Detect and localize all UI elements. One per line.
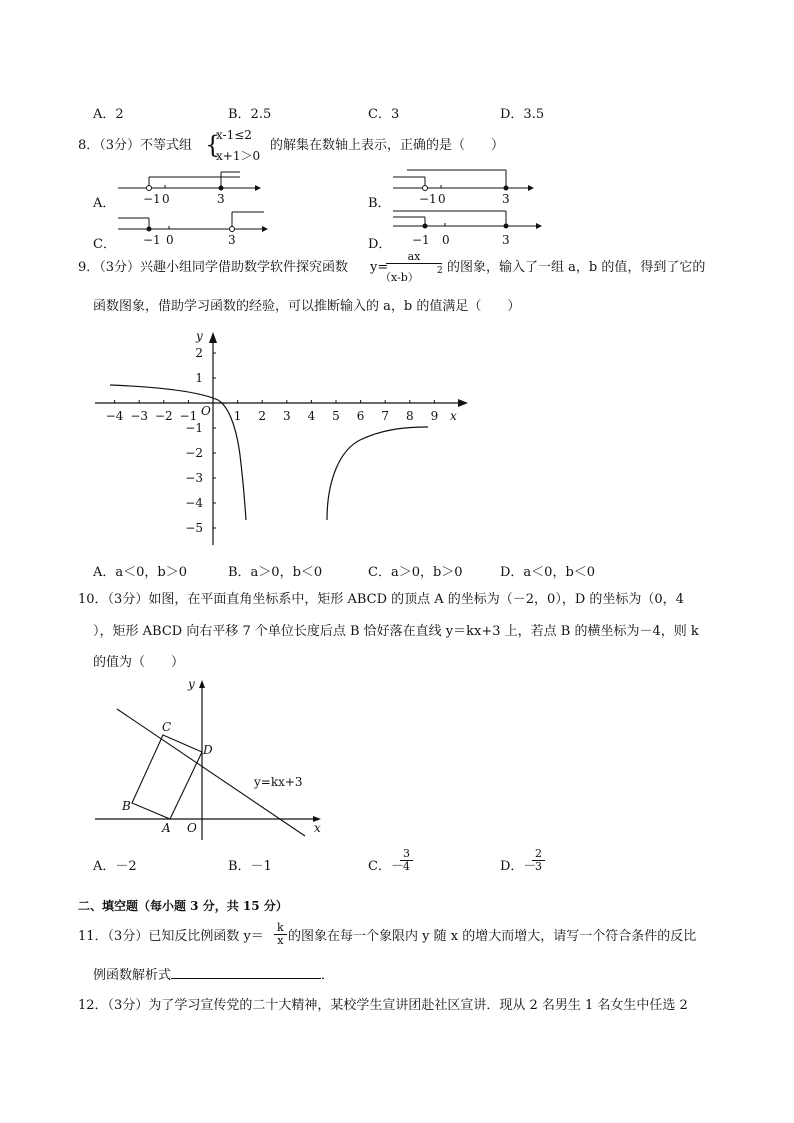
q9-x-tick-label: 2 xyxy=(258,409,267,423)
q8-label-c: C． xyxy=(93,237,116,252)
q10-option-b: B．－1 xyxy=(228,859,272,874)
q10-c-num: 3 xyxy=(400,848,413,861)
q11-fn-fraction xyxy=(274,922,287,947)
q11-stem-line2 xyxy=(93,966,334,984)
q8-brace: { xyxy=(205,131,221,159)
q10-axis-x: x xyxy=(314,821,321,835)
q9-axis-y-label: y xyxy=(196,329,203,343)
q9-y-tick-label: 1 xyxy=(195,371,203,385)
q10-rectangle-abcd xyxy=(132,735,202,819)
q9-stem-suffix: 的图象，输入了一组 a，b 的值，得到了它的 xyxy=(447,260,706,275)
q12-stem-line1: 12．（3分）为了学习宣传党的二十大精神，某校学生宣讲团赴社区宣讲．现从 2 名男生 1 名女生中任选 2 xyxy=(78,998,688,1013)
q7-option-d: D．3.5 xyxy=(500,107,545,122)
q10-stem-line1: 10．（3分）如图，在平面直角坐标系中，矩形 ABCD 的顶点 A 的坐标为（－2，0），D 的坐标为（0，4 xyxy=(78,592,684,607)
q10-stem-line3: 的值为（ ） xyxy=(93,655,185,670)
q10-line-kx3 xyxy=(117,709,305,836)
q8a-tick-0: 0 xyxy=(162,192,170,206)
q8b-tick-neg1: −1 xyxy=(419,192,437,206)
q9-y-tick-label: −5 xyxy=(185,521,203,535)
q10-option-c-fraction xyxy=(400,848,413,873)
q10-label-o: O xyxy=(187,821,197,835)
q8d-tick-3: 3 xyxy=(502,233,510,247)
q8-stem-prefix: 8．（3分）不等式组 xyxy=(78,138,193,153)
q8d-tick-0: 0 xyxy=(442,233,450,247)
q9-fn-denominator: （x-b） xyxy=(380,271,419,284)
q8-label-b: B． xyxy=(368,196,391,211)
q9-x-tick-label: −2 xyxy=(154,409,173,423)
q9-fn-exponent: 2 xyxy=(437,266,443,276)
q9-fn-lhs: y= xyxy=(370,260,389,275)
q8a-tick-neg1: −1 xyxy=(143,192,161,206)
q8d-tick-neg1: −1 xyxy=(412,233,430,247)
q9-x-tick-label: 1 xyxy=(233,409,242,423)
q10-label-b: B xyxy=(122,799,131,813)
q8b-tick-3: 3 xyxy=(502,192,510,206)
q9-x-tick-label: 5 xyxy=(332,409,340,423)
q10-stem-line2: ），矩形 ABCD 向右平移 7 个单位长度后点 B 恰好落在直线 y＝kx+3 上，若点 B 的横坐标为－4，则 k xyxy=(93,624,699,639)
q10-line-label: y=kx+3 xyxy=(254,775,303,789)
q11-answer-blank[interactable] xyxy=(171,966,321,979)
q9-y-tick-label: −2 xyxy=(185,446,203,460)
q11-fn-num: k xyxy=(274,922,287,935)
q10-axis-y: y xyxy=(188,677,195,691)
q9-option-b: B．a＞0，b＜0 xyxy=(228,565,323,580)
q10-option-a: A．－2 xyxy=(93,859,137,874)
q10-d-den: 3 xyxy=(535,860,542,873)
q9-y-tick-label: −3 xyxy=(185,471,203,485)
q8-label-d: D． xyxy=(368,237,392,252)
q9-option-d: D．a＜0，b＜0 xyxy=(500,565,596,580)
q9-option-c: C．a＞0，b＞0 xyxy=(368,565,463,580)
q11-line2-text: 例函数解析式 xyxy=(93,968,172,983)
q9-fn-numerator: ax xyxy=(386,250,442,264)
q9-x-tick-label: 8 xyxy=(405,409,414,423)
q11-stem-prefix: 11．（3分）已知反比例函数 y＝ xyxy=(78,929,264,944)
q10-option-c: C．－ xyxy=(368,859,404,874)
q10-label-d: D xyxy=(203,743,213,757)
q7-option-c: C．3 xyxy=(368,107,400,122)
q11-stem-suffix: 的图象在每一个象限内 y 随 x 的增大而增大，请写一个符合条件的反比 xyxy=(288,929,697,944)
q10-option-d-fraction xyxy=(532,848,545,873)
section-2-heading: 二、填空题（每小题 3 分，共 15 分） xyxy=(78,899,288,913)
q8-label-a: A． xyxy=(93,196,116,211)
q9-option-a: A．a＜0，b＞0 xyxy=(93,565,188,580)
q8-inequality-2: x+1＞0 xyxy=(216,149,261,163)
q9-y-tick-label: −4 xyxy=(185,496,203,510)
q9-x-tick-label: −3 xyxy=(130,409,149,423)
q10-c-den: 4 xyxy=(403,860,410,873)
q10-d-num: 2 xyxy=(532,848,545,861)
q9-x-tick-label: 3 xyxy=(282,409,291,423)
q11-fn-den: x xyxy=(277,934,284,947)
q9-x-tick-label: 4 xyxy=(307,409,316,423)
q8c-tick-0: 0 xyxy=(166,233,174,247)
q9-x-tick-label: 7 xyxy=(381,409,390,423)
q7-option-b: B．2.5 xyxy=(228,107,272,122)
q9-y-tick-label: 2 xyxy=(195,346,203,360)
q9-x-tick-label: −4 xyxy=(105,409,124,423)
q9-origin-label: O xyxy=(201,404,211,418)
q10-label-a: A xyxy=(162,821,171,835)
q8b-tick-0: 0 xyxy=(438,192,446,206)
q9-axis-x-label: x xyxy=(450,409,457,423)
q8-stem-suffix: 的解集在数轴上表示，正确的是（ ） xyxy=(270,138,505,153)
q9-stem-prefix: 9．（3分）兴趣小组同学借助数学软件探究函数 xyxy=(78,260,349,275)
q10-option-d: D．－ xyxy=(500,859,537,874)
q9-y-tick-label: −1 xyxy=(185,421,203,435)
q8-inequality-1: x-1≤2 xyxy=(216,128,252,142)
q8a-tick-3: 3 xyxy=(217,192,225,206)
q9-x-tick-label: 6 xyxy=(356,409,365,423)
q8c-tick-3: 3 xyxy=(228,233,236,247)
q9-stem-line2: 函数图象，借助学习函数的经验，可以推断输入的 a，b 的值满足（ ） xyxy=(93,299,521,314)
q7-option-a: A．2 xyxy=(93,107,124,122)
q11-end-mark: ． xyxy=(321,968,335,983)
q10-label-c: C xyxy=(162,720,172,734)
q8c-tick-neg1: −1 xyxy=(143,233,161,247)
q9-x-tick-label: −1 xyxy=(179,409,198,423)
q9-x-tick-label: 9 xyxy=(430,409,439,423)
